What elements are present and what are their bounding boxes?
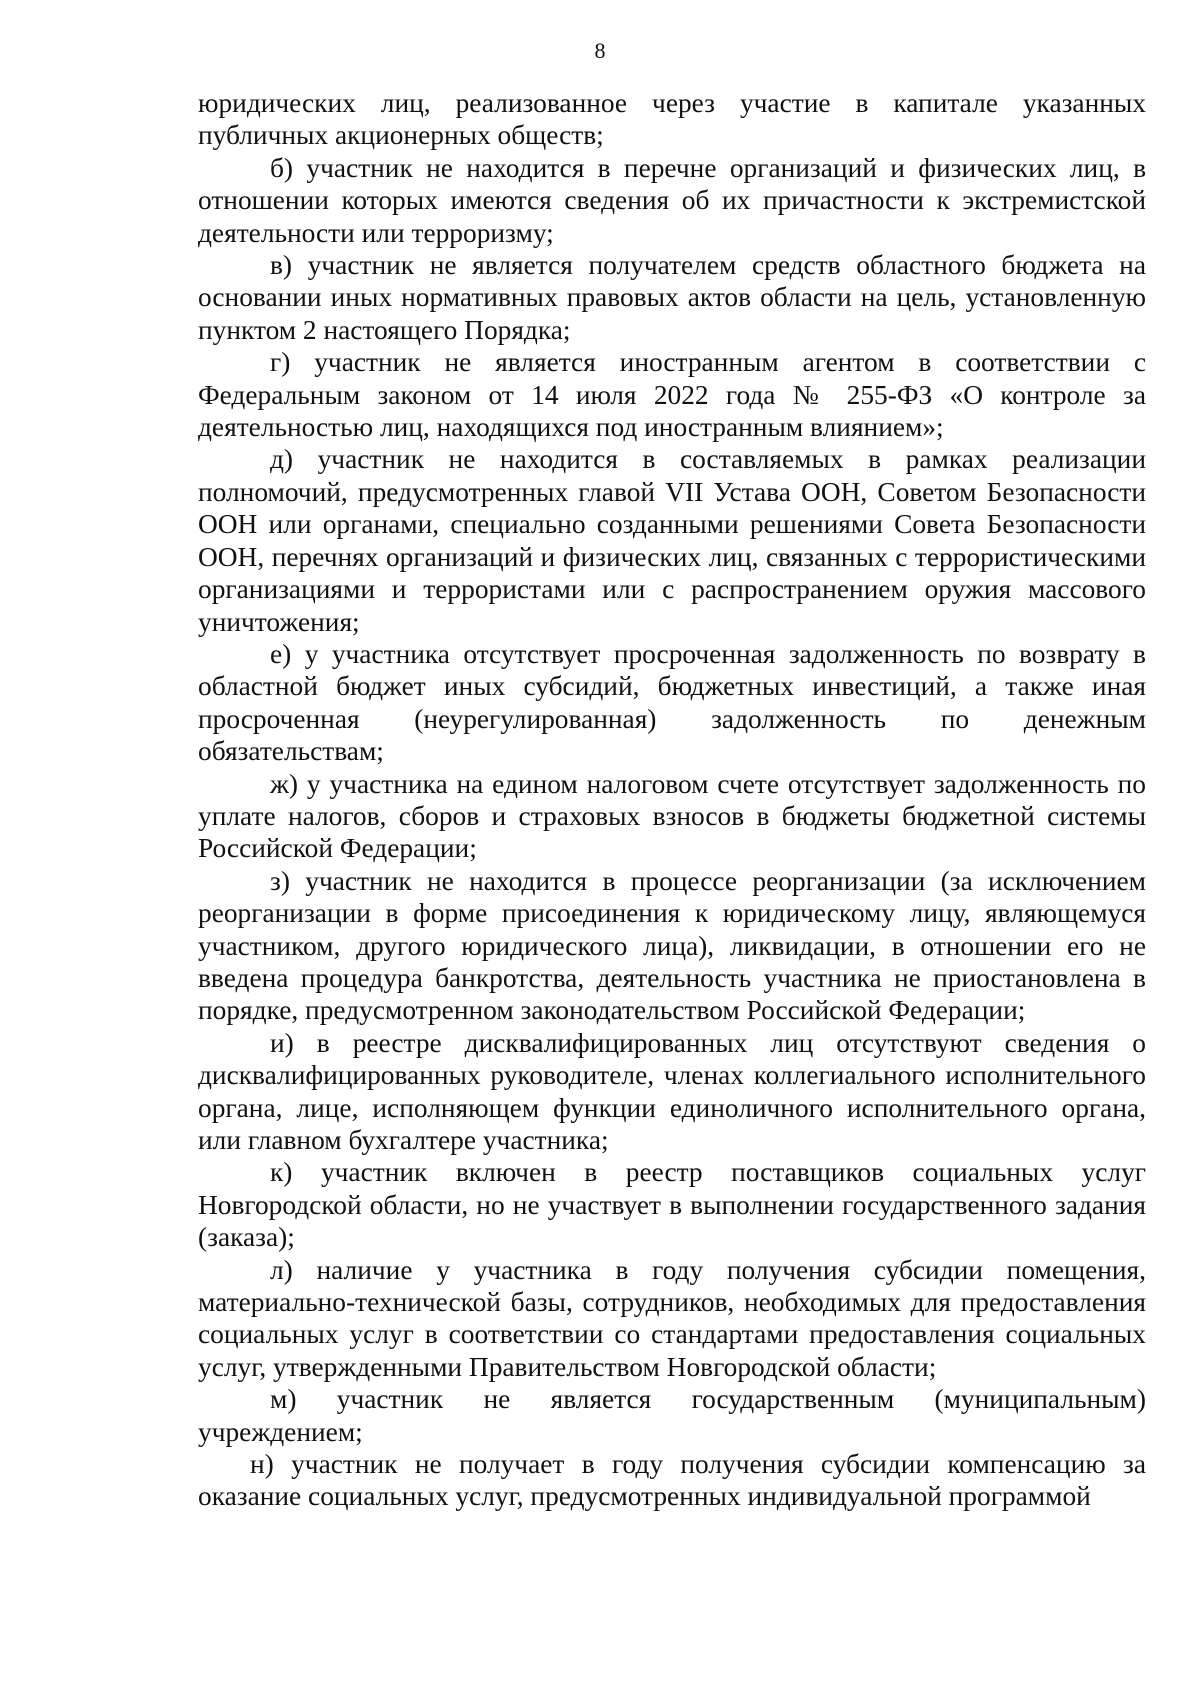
paragraph-m: м) участник не является государственным (муниципальным) учреждением;: [198, 1384, 1146, 1447]
paragraph-k: к) участник включен в реестр поставщиков социальных услуг Новгородской области, но не участвует в выполнении государственного задания (заказа);: [198, 1157, 1146, 1253]
paragraph-zh: ж) у участника на едином налоговом счете отсутствует задолженность по уплате налогов, сборов и страховых взносов в бюджеты бюджетной системы Российской Федерации;: [198, 768, 1146, 864]
page-number: 8: [594, 38, 606, 63]
paragraph-e: е) у участника отсутствует просроченная задолженность по возврату в областной бюджет иных субсидий, бюджетных инвестиций, а также иная просроченная (неурегулированная) задолженность по денежным обязательствам;: [198, 638, 1146, 767]
paragraph-continuation: юридических лиц, реализованное через участие в капитале указанных публичных акционерных обществ;: [198, 88, 1146, 151]
paragraph-l: л) наличие у участника в году получения субсидии помещения, материально-технической базы, сотрудников, необходимых для предоставления социальных услуг в соответствии со стандартами предоставления социальных услуг, утвержденными Правительством Новгородской области;: [198, 1254, 1146, 1382]
paragraph-b: б) участник не находится в перечне организаций и физических лиц, в отношении которых имеются сведения об их причастности к экстремистской деятельности или терроризму;: [198, 152, 1146, 248]
paragraph-z: з) участник не находится в процессе реорганизации (за исключением реорганизации в форме присоединения к юридическому лицу, являющемуся участником, другого юридического лица), ликвидации, в отношении его не введена процедура банкротства, деятельность участника не приостановлена в порядке, предусмотренном законодательством Российской Федерации;: [198, 865, 1146, 1026]
document-body: [198, 87, 1146, 1513]
paragraph-n: н) участник не получает в году получения субсидии компенсацию за оказание социальных услуг, предусмотренных индивидуальной программой: [198, 1449, 1146, 1512]
paragraph-v: в) участник не является получателем средств областного бюджета на основании иных нормативных правовых актов области на цель, установленную пунктом 2 настоящего Порядка;: [198, 250, 1146, 345]
paragraph-i: и) в реестре дисквалифицированных лиц отсутствуют сведения о дисквалифицированных руководителе, членах коллегиального исполнительного органа, лице, исполняющем функции единоличного исполнительного органа, или главном бухгалтере участника;: [198, 1027, 1146, 1155]
paragraph-g: г) участник не является иностранным агентом в соответствии с Федеральным законом от 14 июля 2022 года № 255-ФЗ «О контроле за деятельностью лиц, находящихся под иностранным влиянием»;: [198, 347, 1146, 443]
paragraph-d: д) участник не находится в составляемых в рамках реализации полномочий, предусмотренных главой VII Устава ООН, Советом Безопасности ООН или органами, специально созданными решениями Совета Безопасности ООН, перечнях организаций и физических лиц, связанных с террористическими организациями и террористами или с распространением оружия массового уничтожения;: [198, 444, 1146, 637]
